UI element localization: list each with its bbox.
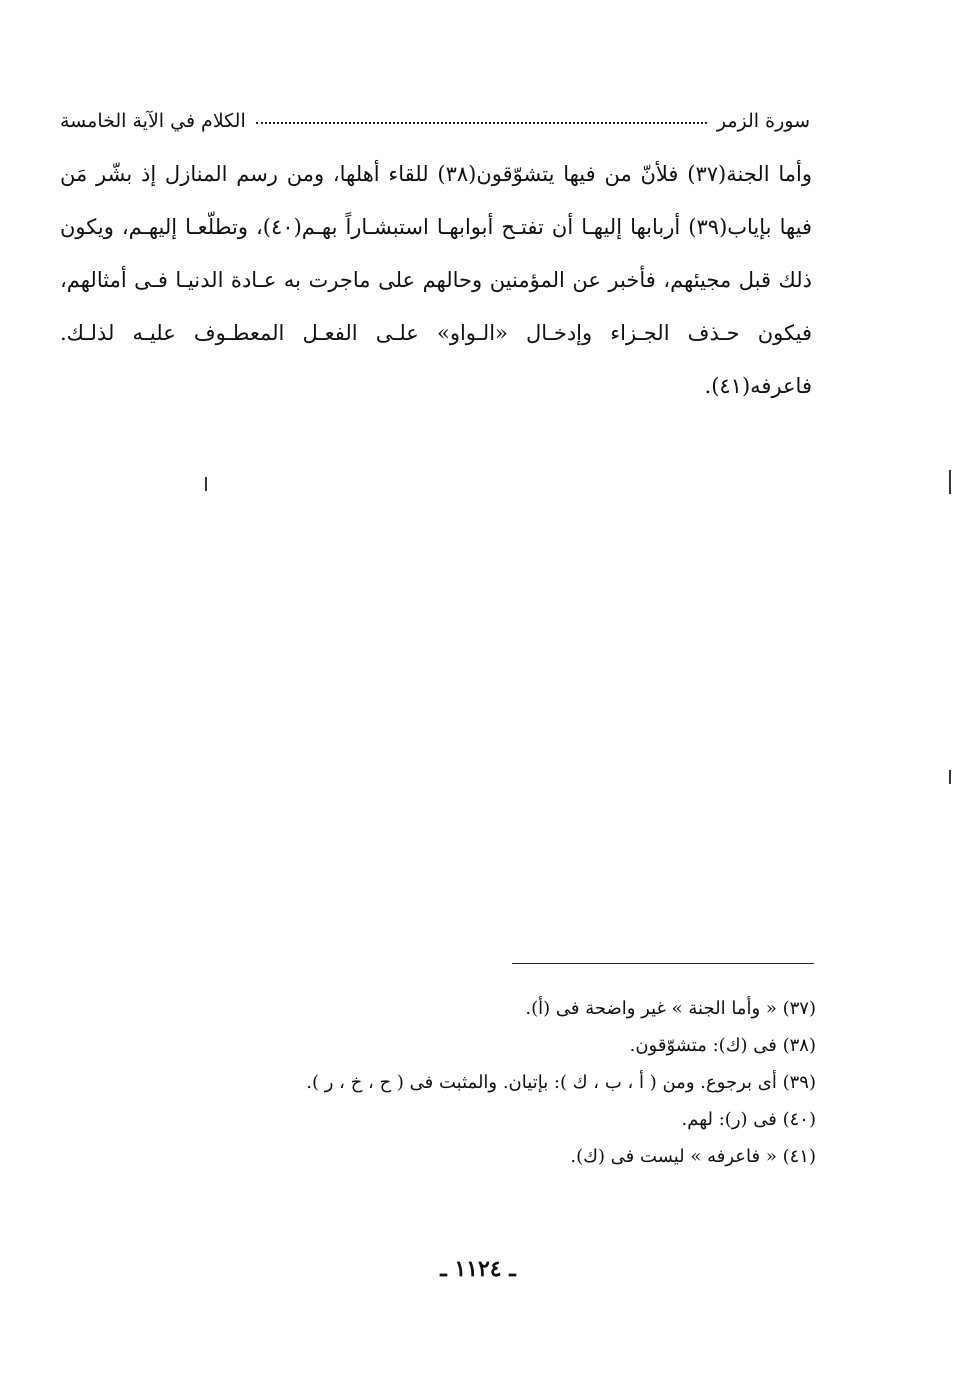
footnote-40: (٤٠) فى (ر): لهم. <box>681 1109 816 1130</box>
section-title: الكلام في الآية الخامسة <box>60 110 246 132</box>
dotted-leader <box>256 122 707 124</box>
surah-title: سورة الزمر <box>716 110 810 132</box>
page-number: ـ ١١٢٤ ـ <box>440 1256 516 1282</box>
footnotes <box>60 990 816 1175</box>
footnote-37: (٣٧) « وأما الجنة » غير واضحة فى (أ). <box>525 998 816 1019</box>
footnote-38: (٣٨) فى (ك): متشوّقون. <box>629 1035 816 1056</box>
running-header <box>60 96 810 132</box>
scan-mark <box>205 477 207 491</box>
footnote-41: (٤١) « فاعرفه » ليست فى (ك). <box>570 1146 816 1167</box>
footnote-39: (٣٩) أى برجوع. ومن ( أ ، ب ، ك ): بإتيان. والمثبت فى ( ح ، خ ، ر ). <box>306 1072 816 1093</box>
scan-mark <box>949 470 951 494</box>
body-paragraph: وأما الجنة(٣٧) فلأنّ من فيها يتشوّقون(٣٨) للقاء أهلها، ومن رسم المنازل إذ بشّر مَن فيها بإياب(٣٩) أربابها إليهـا أن تفتـح أبوابهـا استبشـاراً بهـم(٤٠)، وتطلّعـا إليهـم، ويكون ذلك قبل مجيئهم، فأخبر عن المؤمنين وحالهم على ماجرت به عـادة الدنيـا فـى أمثالهم، فيكون حـذف الجـزاء وإدخـال «الـواو» علـى الفعـل المعطـوف عليـه لذلـك. فاعرفه(٤١). <box>60 162 813 398</box>
main-text <box>60 148 812 413</box>
scan-mark <box>949 770 951 784</box>
footnote-separator <box>512 963 814 964</box>
